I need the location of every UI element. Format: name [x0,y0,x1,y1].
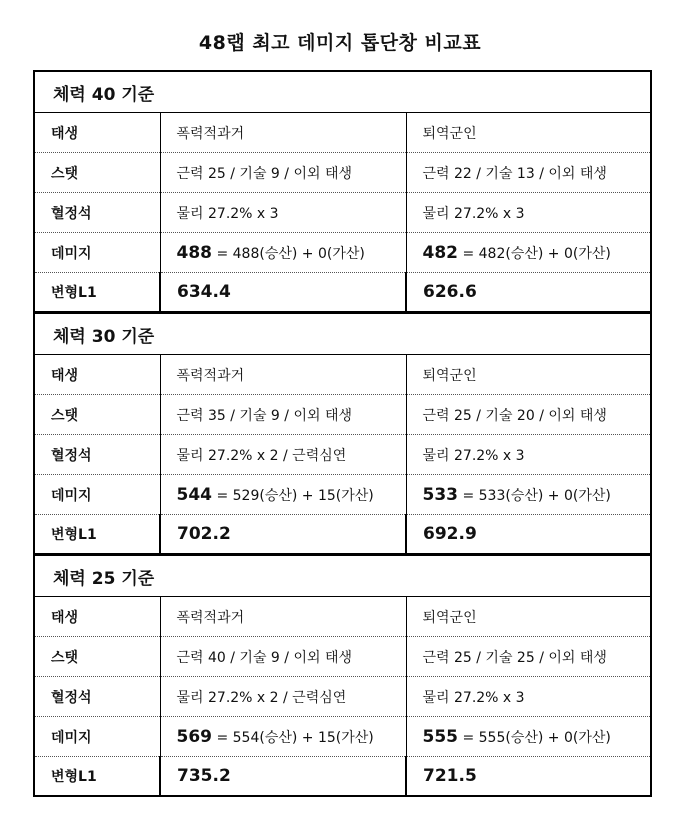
page-title: 48랩 최고 데미지 톱단창 비교표 [198,32,482,54]
gem-a: 물리 27.2% x 2 / 근력심연 [160,435,406,475]
row-label-transform: 변형L1 [51,769,97,785]
section-header [34,555,651,597]
damage-b [406,717,651,757]
row-label-damage: 데미지 [34,233,160,273]
stats-b: 근력 25 / 기술 20 / 이외 태생 [406,395,651,435]
damage-b-detail: = 533(승산) + 0(가산) [458,487,611,504]
section-heading: 체력 30 기준 [34,313,651,355]
stats-a: 근력 35 / 기술 9 / 이외 태생 [160,395,406,435]
table-row [34,355,651,395]
section-heading: 체력 40 기준 [34,71,651,113]
damage-b-detail: = 482(승산) + 0(가산) [458,245,611,262]
damage-b [406,475,651,515]
row-label-stats: 스탯 [34,395,160,435]
damage-b-value: 533 [422,484,458,505]
row-label-origin: 태생 [34,355,160,395]
gem-b: 물리 27.2% x 3 [406,193,651,233]
row-label-stats: 스탯 [34,637,160,677]
origin-a: 폭력적과거 [160,597,406,637]
table-row [34,757,651,797]
damage-b-value: 555 [422,726,458,747]
transform-a: 735.2 [160,757,406,797]
gem-b: 물리 27.2% x 3 [406,677,651,717]
origin-b: 퇴역군인 [406,355,651,395]
row-label-damage: 데미지 [34,717,160,757]
stats-a: 근력 40 / 기술 9 / 이외 태생 [160,637,406,677]
table-row [34,515,651,555]
damage-b [406,233,651,273]
table-row [34,233,651,273]
origin-a: 폭력적과거 [160,113,406,153]
row-label-origin: 태생 [34,597,160,637]
gem-a: 물리 27.2% x 2 / 근력심연 [160,677,406,717]
transform-b: 721.5 [406,757,651,797]
damage-a [160,233,406,273]
row-label-gem: 혈정석 [34,193,160,233]
transform-b: 692.9 [406,515,651,555]
stats-b: 근력 25 / 기술 25 / 이외 태생 [406,637,651,677]
transform-a: 634.4 [160,273,406,313]
gem-b: 물리 27.2% x 3 [406,435,651,475]
section-heading: 체력 25 기준 [34,555,651,597]
table-row [34,677,651,717]
row-label-gem: 혈정석 [34,435,160,475]
damage-b-value: 482 [422,242,458,263]
origin-b: 퇴역군인 [406,113,651,153]
table-row [34,475,651,515]
row-label-gem: 혈정석 [34,677,160,717]
table-row [34,637,651,677]
table-row [34,273,651,313]
damage-a-detail: = 488(승산) + 0(가산) [212,245,365,262]
damage-a [160,717,406,757]
origin-a: 폭력적과거 [160,355,406,395]
table-row [34,717,651,757]
stats-a: 근력 25 / 기술 9 / 이외 태생 [160,153,406,193]
origin-b: 퇴역군인 [406,597,651,637]
row-label-transform: 변형L1 [51,285,97,301]
damage-a [160,475,406,515]
table-row [34,113,651,153]
damage-a-detail: = 554(승산) + 15(가산) [212,729,374,746]
damage-a-value: 488 [176,242,212,263]
transform-b: 626.6 [406,273,651,313]
gem-a: 물리 27.2% x 3 [160,193,406,233]
damage-b-detail: = 555(승산) + 0(가산) [458,729,611,746]
table-row [34,193,651,233]
section-header [34,71,651,113]
row-label-damage: 데미지 [34,475,160,515]
section-header [34,313,651,355]
row-label-stats: 스탯 [34,153,160,193]
comparison-table [33,70,652,797]
table-row [34,153,651,193]
table-row [34,435,651,475]
row-label-transform: 변형L1 [51,527,97,543]
transform-a: 702.2 [160,515,406,555]
table-row [34,597,651,637]
damage-a-detail: = 529(승산) + 15(가산) [212,487,374,504]
row-label-origin: 태생 [34,113,160,153]
stats-b: 근력 22 / 기술 13 / 이외 태생 [406,153,651,193]
table-row [34,395,651,435]
damage-a-value: 544 [176,484,212,505]
damage-a-value: 569 [176,726,212,747]
